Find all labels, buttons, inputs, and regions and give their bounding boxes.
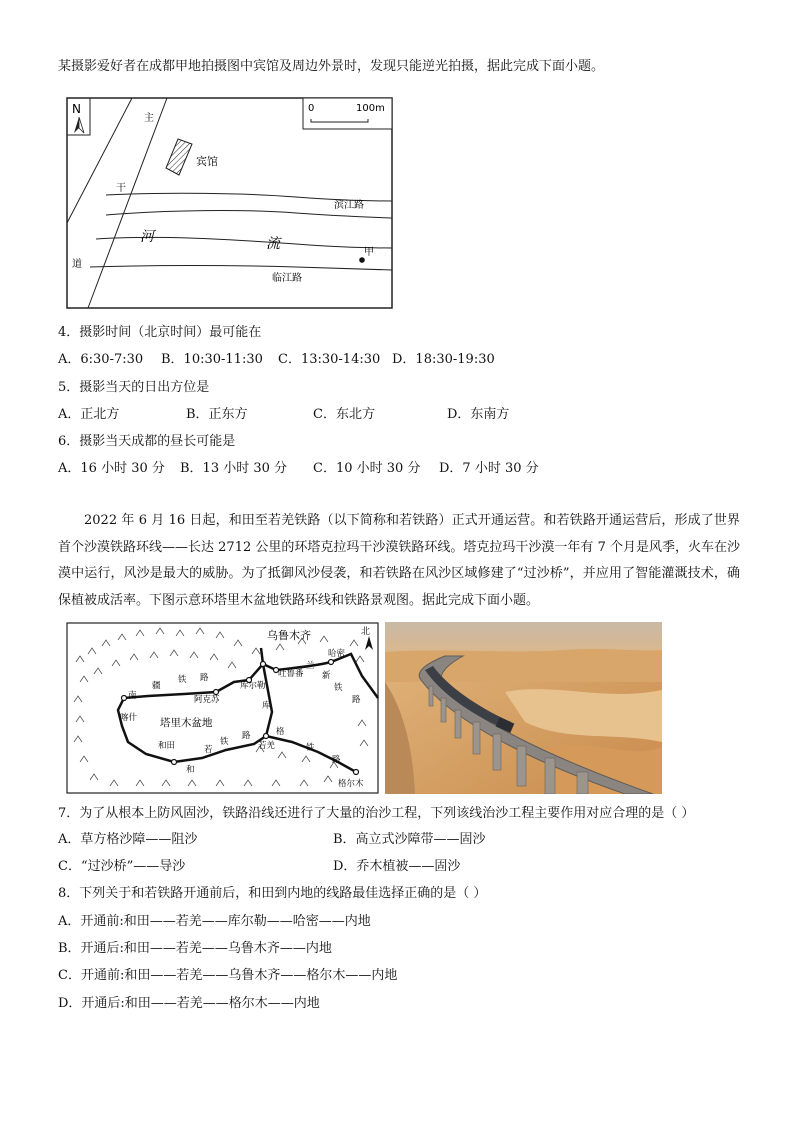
label-urumqi: 乌鲁木齐 bbox=[267, 629, 311, 642]
scale-length: 100m bbox=[356, 103, 385, 114]
q8-stem: 8．下列关于和若铁路开通前后，和田到内地的线路最佳选择正确的是（ ） bbox=[58, 886, 487, 901]
q4-option-a[interactable]: A．6:30-7:30 bbox=[58, 352, 144, 367]
rail-char-2: 疆 bbox=[152, 681, 161, 691]
q4-option-d[interactable]: D．18:30-19:30 bbox=[392, 352, 495, 367]
label-tarim-basin: 塔里木盆地 bbox=[160, 717, 213, 729]
q4-option-c[interactable]: C．13:30-14:30 bbox=[278, 352, 381, 367]
hotel-river-map bbox=[66, 97, 393, 309]
road-char-1: 主 bbox=[144, 113, 154, 124]
point-jia-label: 甲 bbox=[364, 247, 374, 258]
hotel-label: 宾馆 bbox=[196, 155, 218, 168]
q4-option-b[interactable]: B．10:30-11:30 bbox=[161, 352, 263, 367]
north-label: N bbox=[72, 102, 81, 116]
q7-option-b[interactable]: B．高立式沙障带——固沙 bbox=[333, 832, 486, 847]
road-char-2: 干 bbox=[116, 183, 126, 194]
q7-stem: 7．为了从根本上防风固沙，铁路沿线还进行了大量的治沙工程，下列该线治沙工程主要作用对应合理的是（ ） bbox=[58, 806, 695, 821]
label-hotan: 和田 bbox=[158, 741, 176, 751]
q5-option-d[interactable]: D．东南方 bbox=[447, 407, 510, 422]
intro-text-1: 某摄影爱好者在成都甲地拍摄图中宾馆及周边外景时，发现只能逆光拍摄，据此完成下面小题。 bbox=[58, 59, 605, 74]
rail-char-8: 格 bbox=[276, 727, 285, 737]
intro-text-2: 2022 年 6 月 16 日起，和田至若羌铁路（以下简称和若铁路）正式开通运营。和若铁路开通运营后，形成了世界首个沙漠铁路环线——长达 2712 公里的环塔克拉玛干沙漠铁路环线。塔克拉玛干沙漠一年有 7 个月是风季，火车在沙漠中运行，风沙是最大的威胁。为了抵御风沙侵袭，和若铁路在风沙区域修建了“过沙桥”，并应用了智能灌溉技术，确保植被成活率。下图示意环塔里木盆地铁路环线和铁路景观图。据此完成下面小题。 bbox=[58, 513, 740, 608]
q5-options bbox=[58, 407, 509, 423]
label-aksu: 阿克苏 bbox=[194, 695, 220, 705]
q5-option-c[interactable]: C．东北方 bbox=[313, 407, 375, 422]
river-char-2: 流 bbox=[266, 236, 280, 252]
q6-option-a[interactable]: A．16 小时 30 分 bbox=[58, 461, 165, 476]
q8-option-c[interactable]: C．开通前:和田——若羌——乌鲁木齐——格尔木——内地 bbox=[58, 968, 398, 983]
q6-option-b[interactable]: B．13 小时 30 分 bbox=[180, 461, 288, 476]
q7-option-c[interactable]: C．“过沙桥”——导沙 bbox=[58, 859, 186, 874]
point-jia-marker bbox=[359, 257, 365, 263]
q7-option-a[interactable]: A．草方格沙障——阻沙 bbox=[58, 832, 198, 847]
river-char-1: 河 bbox=[140, 229, 154, 245]
rail-char-1: 南 bbox=[128, 691, 137, 701]
q5-stem: 5．摄影当天的日出方位是 bbox=[58, 380, 210, 395]
map2-north-label: 北 bbox=[361, 627, 371, 637]
q5-option-a[interactable]: A．正北方 bbox=[58, 407, 120, 422]
label-lan: 兰 bbox=[306, 661, 315, 671]
rail-char-6: 路 bbox=[352, 695, 361, 705]
rail-char-7: 库 bbox=[262, 701, 271, 711]
q6-option-c[interactable]: C．10 小时 30 分 bbox=[313, 461, 421, 476]
rail-char-12: 若 bbox=[204, 745, 213, 755]
q6-options bbox=[58, 461, 539, 477]
rail-char-3: 铁 bbox=[178, 675, 187, 685]
road-char-3: 道 bbox=[72, 259, 82, 270]
label-kashgar: 喀什 bbox=[120, 713, 138, 723]
rail-char-13: 铁 bbox=[220, 737, 229, 747]
tarim-railway-map bbox=[66, 622, 379, 794]
q8-option-b[interactable]: B．开通后:和田——若羌——乌鲁木齐——内地 bbox=[58, 941, 332, 956]
binjiang-road-label: 滨江路 bbox=[334, 200, 364, 211]
label-xin: 新 bbox=[322, 671, 331, 681]
label-hami: 哈密 bbox=[328, 649, 346, 659]
label-golmud: 格尔木 bbox=[338, 779, 364, 789]
rail-char-14: 路 bbox=[242, 731, 251, 741]
rail-char-5: 铁 bbox=[334, 683, 343, 693]
q7-option-d[interactable]: D．乔木植被——固沙 bbox=[333, 859, 461, 874]
rail-char-9: 铁 bbox=[306, 743, 315, 753]
rail-char-4: 路 bbox=[200, 673, 209, 683]
rail-char-11: 和 bbox=[186, 765, 195, 775]
q4-stem: 4．摄影时间（北京时间）最可能在 bbox=[58, 325, 262, 340]
q8-option-a[interactable]: A．开通前:和田——若羌——库尔勒——哈密——内地 bbox=[58, 914, 371, 929]
label-korla: 库尔勒 bbox=[240, 681, 266, 691]
q6-stem: 6．摄影当天成都的昼长可能是 bbox=[58, 434, 236, 449]
q5-option-b[interactable]: B．正东方 bbox=[186, 407, 248, 422]
rail-char-10: 路 bbox=[332, 755, 341, 765]
label-ruoqiang: 若羌 bbox=[258, 741, 276, 751]
scale-zero: 0 bbox=[308, 103, 315, 114]
q8-option-d[interactable]: D．开通后:和田——若羌——格尔木——内地 bbox=[58, 996, 320, 1011]
desert-railway-photo bbox=[385, 622, 662, 794]
q4-options bbox=[58, 352, 495, 368]
label-turpan: 吐鲁番 bbox=[278, 669, 304, 679]
q6-option-d[interactable]: D．7 小时 30 分 bbox=[439, 461, 539, 476]
linjiang-road-label: 临江路 bbox=[272, 273, 302, 284]
